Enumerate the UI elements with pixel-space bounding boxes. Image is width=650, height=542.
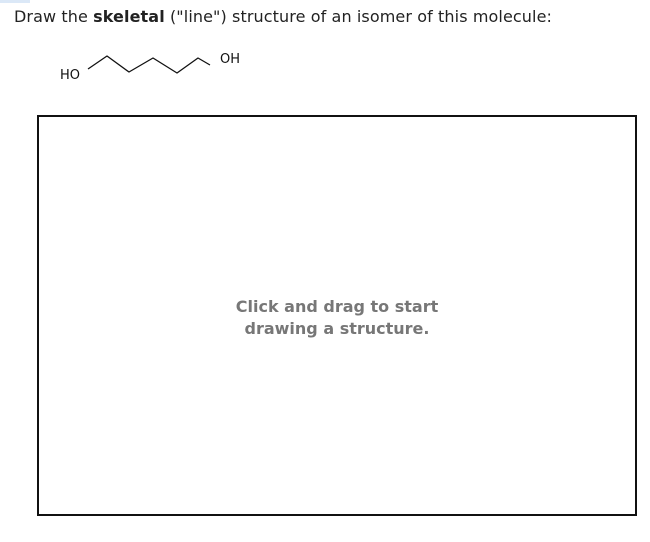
- tab-accent: [0, 0, 30, 3]
- prompt-emphasis: skeletal: [93, 7, 165, 26]
- drawing-canvas[interactable]: [37, 115, 637, 516]
- canvas-hint: [39, 296, 635, 340]
- canvas-hint-line1: Click and drag to start: [235, 297, 439, 316]
- question-prompt: [14, 7, 552, 27]
- canvas-hint-line2: drawing a structure.: [244, 319, 430, 338]
- molecule-left-label: HO: [60, 68, 81, 83]
- molecule-carbon-chain: [88, 56, 210, 73]
- molecule-structure: [50, 42, 270, 92]
- prompt-prefix: Draw the: [14, 7, 94, 26]
- molecule-right-label: OH: [220, 52, 241, 67]
- prompt-suffix: ("line") structure of an isomer of this molecule:: [164, 7, 552, 26]
